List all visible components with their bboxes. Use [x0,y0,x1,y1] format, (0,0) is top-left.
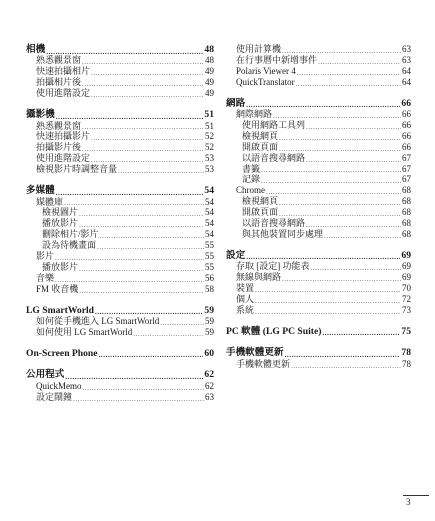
toc-entry-page: 62 [204,369,214,381]
toc-entry-title: 播放影片 [42,261,79,272]
toc-entry-page: 68 [402,185,411,196]
section-gap [226,240,411,250]
dot-leader [306,123,401,131]
toc-entry-page: 54 [204,185,214,197]
section-gap [26,175,214,185]
toc-entry[interactable] [226,66,411,77]
toc-entry[interactable] [26,392,214,403]
dot-leader [91,134,204,142]
toc-entry-page: 70 [402,283,411,294]
dot-leader [306,221,401,229]
toc-entry-page: 59 [205,326,214,337]
section-gap [26,99,214,109]
toc-entry-title: 設定鬧鐘 [36,391,73,402]
toc-entry-title: 拍攝相片後 [36,77,82,88]
toc-entry-page: 51 [204,109,214,121]
toc-entry-page: 67 [402,163,411,174]
dot-leader [118,167,204,175]
toc-entry[interactable] [26,131,214,142]
dot-leader [255,286,401,294]
toc-entry-page: 48 [205,55,214,66]
dot-leader [282,275,401,283]
dot-leader [73,395,204,403]
dot-leader [297,69,401,77]
toc-entry-title: 以語音搜尋網路 [242,217,306,228]
toc-entry[interactable] [26,284,214,295]
toc-section-heading[interactable] [226,98,411,110]
dot-leader [79,210,204,218]
toc-entry-title: 熟悉觀景窗 [36,55,82,66]
toc-entry[interactable] [26,381,214,392]
toc-entry[interactable] [226,229,411,240]
toc-entry-page: 54 [205,229,214,240]
toc-entry-title: On-Screen Phone [26,347,98,359]
dot-leader [82,80,204,88]
toc-entry[interactable] [226,55,411,66]
toc-entry-page: 68 [402,207,411,218]
toc-entry-page: 63 [402,54,411,65]
dot-leader [65,373,203,381]
toc-entry-title: 系統 [236,304,255,315]
toc-entry-page: 53 [205,153,214,164]
toc-entry-page: 64 [402,65,411,76]
toc-entry-page: 67 [402,174,411,185]
toc-entry-title: 多媒體 [26,185,55,197]
toc-entry-title: 刪除相片/影片 [42,229,99,240]
dot-leader [99,351,204,359]
toc-entry-page: 52 [205,131,214,142]
dot-leader [273,112,401,120]
dot-leader [279,199,401,207]
dot-leader [279,210,401,218]
toc-entry-page: 69 [402,272,411,283]
toc-entry-title: PC 軟體 (LG PC Suite) [226,325,322,337]
toc-section-heading[interactable] [26,305,214,317]
dot-leader [306,156,401,164]
dot-leader [82,123,204,131]
toc-entry-page: 69 [402,261,411,272]
toc-entry-page: 49 [205,66,214,77]
dot-leader [279,145,401,153]
toc-entry-title: 個人 [236,293,255,304]
toc-entry-page: 69 [401,249,411,261]
dot-leader [266,188,401,196]
toc-entry-page: 68 [402,217,411,228]
section-gap [26,295,214,305]
toc-entry[interactable] [226,174,411,185]
dot-leader [255,308,401,316]
toc-entry-page: 51 [205,120,214,131]
toc-entry-page: 66 [402,130,411,141]
toc-entry-page: 54 [205,196,214,207]
toc-entry-page: 68 [402,196,411,207]
toc-entry-title: 裝置 [236,283,255,294]
toc-entry-title: 媒體庫 [36,196,64,207]
toc-entry-title: 記錄 [242,174,261,185]
dot-leader [279,134,401,142]
toc-entry-page: 55 [205,240,214,251]
dot-leader [97,243,204,251]
toc-entry[interactable] [226,131,411,142]
toc-section-heading[interactable] [26,185,214,197]
toc-entry-title: 無線與網路 [236,272,282,283]
toc-entry-page: 73 [402,304,411,315]
toc-entry-page: 78 [401,347,411,359]
dot-leader [261,166,401,174]
toc-entry[interactable] [26,88,214,99]
toc-entry-title: 快速拍攝影片 [36,131,91,142]
dot-leader [79,265,204,273]
toc-entry-page: 64 [402,76,411,87]
toc-entry-title: 網路 [226,97,246,109]
toc-entry-page: 63 [402,43,411,54]
toc-entry[interactable] [226,185,411,196]
toc-entry-page: 54 [205,207,214,218]
toc-entry-page: 59 [204,304,214,316]
toc-section-heading[interactable] [226,250,411,262]
toc-section-heading[interactable] [226,347,411,359]
dot-leader [82,58,204,66]
toc-entry-title: 手機軟體更新 [226,347,284,359]
toc-entry-page: 52 [205,142,214,153]
toc-entry-page: 62 [205,380,214,391]
toc-entry-title: 檢視網頁 [242,196,279,207]
toc-entry-page: 68 [402,228,411,239]
toc-entry[interactable] [26,229,214,240]
toc-section-heading[interactable] [26,348,214,360]
toc-entry-page: 54 [205,218,214,229]
toc-entry-title: QuickTranslator [236,76,295,87]
toc-entry-title: 使用進階設定 [36,153,91,164]
dot-leader [160,319,204,327]
toc-entry[interactable] [26,66,214,77]
toc-entry-title: 檢視影片時調整音量 [36,164,118,175]
dot-leader [285,351,401,359]
dot-leader [56,113,204,121]
toc-entry-title: 使用計算機 [236,43,282,54]
toc-entry[interactable] [26,121,214,132]
dot-leader [79,287,204,295]
toc-entry-title: 開啟頁面 [242,207,279,218]
toc-section-heading[interactable] [26,109,214,121]
toc-entry[interactable] [26,153,214,164]
page-number: 3 [406,497,411,507]
toc-entry-title: 與其他裝置同步處理 [242,228,324,239]
toc-entry[interactable] [26,218,214,229]
toc-entry-page: 60 [204,347,214,359]
dot-leader [282,47,401,55]
dot-leader [261,177,401,185]
dot-leader [100,232,204,240]
toc-entry[interactable] [26,142,214,153]
toc-entry-page: 55 [205,250,214,261]
toc-entry-page: 59 [205,316,214,327]
dot-leader [83,384,205,392]
toc-entry[interactable] [26,240,214,251]
toc-entry-title: 設定 [226,249,246,261]
toc-entry-page: 66 [402,141,411,152]
toc-entry[interactable] [26,197,214,208]
toc-entry-title: 熟悉觀景窗 [36,120,82,131]
toc-entry-page: 56 [205,272,214,283]
dot-leader [246,101,400,109]
dot-leader [311,264,402,272]
toc-entry-title: 檢視網頁 [242,130,279,141]
toc-entry[interactable] [226,359,411,370]
toc-entry[interactable] [26,316,214,327]
dot-leader [324,232,401,240]
toc-entry-title: 以語音搜尋網路 [242,152,306,163]
toc-entry[interactable] [226,153,411,164]
dot-leader [55,254,204,262]
section-gap [26,359,214,369]
toc-entry-page: 78 [402,358,411,369]
toc-entry[interactable] [226,294,411,305]
dot-leader [91,69,204,77]
toc-entry[interactable] [226,272,411,283]
toc-entry[interactable] [226,164,411,175]
section-gap [26,338,214,348]
dot-leader [296,80,401,88]
toc-entry-title: 相機 [26,44,46,55]
toc-entry-title: 快速拍攝相片 [36,66,91,77]
toc-entry-page: 67 [402,152,411,163]
dot-leader [91,156,204,164]
toc-entry-title: 存取 [設定] 功能表 [236,261,310,272]
toc-entry-title: 設為待機畫面 [42,240,97,251]
toc-entry[interactable] [226,77,411,88]
toc-left-column [26,44,214,403]
toc-section-heading[interactable] [26,369,214,381]
toc-entry[interactable] [26,273,214,284]
toc-entry[interactable] [226,120,411,131]
toc-section-heading[interactable] [226,326,411,338]
toc-entry-page: 49 [205,88,214,99]
dot-leader [255,297,401,305]
toc-entry-title: Chrome [236,185,265,196]
toc-entry-title: 拍攝影片後 [36,142,82,153]
toc-entry-title: 使用網路工具列 [242,119,306,130]
toc-entry[interactable] [226,218,411,229]
toc-entry[interactable] [226,109,411,120]
toc-entry-title: 公用程式 [26,369,65,381]
toc-entry-title: 手機軟體更新 [236,358,291,369]
toc-entry-title: 音樂 [36,272,55,283]
toc-entry[interactable] [26,207,214,218]
toc-entry-title: FM 收音機 [36,283,79,294]
toc-entry-title: 在行事曆中新增事件 [236,54,318,65]
toc-entry-page: 66 [402,119,411,130]
toc-section-heading[interactable] [26,44,214,56]
toc-entry[interactable] [26,56,214,67]
dot-leader [133,330,204,338]
dot-leader [318,58,401,66]
toc-entry-page: 66 [401,97,411,109]
toc-entry[interactable] [226,305,411,316]
toc-entry-title: 網際網路 [236,109,273,120]
toc-entry-title: Polaris Viewer 4 [236,65,296,76]
toc-entry-title: LG SmartWorld [26,304,94,316]
dot-leader [79,221,204,229]
toc-entry-page: 58 [205,283,214,294]
toc-entry[interactable] [26,251,214,262]
dot-leader [91,91,204,99]
dot-leader [55,276,204,284]
page-number-rule [403,495,429,496]
toc-entry[interactable] [26,164,214,175]
toc-right-column [226,44,411,370]
toc-entry-page: 75 [401,325,411,337]
toc-entry[interactable] [226,283,411,294]
dot-leader [322,329,400,337]
toc-entry[interactable] [226,261,411,272]
toc-entry-title: 檢視圖片 [42,207,79,218]
section-gap [226,88,411,98]
toc-entry-title: QuickMemo [36,380,82,391]
toc-entry[interactable] [226,196,411,207]
toc-entry-page: 55 [205,261,214,272]
toc-entry-title: 使用進階設定 [36,88,91,99]
toc-entry-title: 書籤 [242,163,261,174]
toc-entry[interactable] [226,207,411,218]
toc-entry-title: 如何從手機進入 LG SmartWorld [36,316,160,327]
section-gap [226,316,411,326]
toc-entry[interactable] [226,44,411,55]
toc-entry-page: 49 [205,77,214,88]
toc-entry-title: 攝影機 [26,109,55,121]
toc-entry[interactable] [26,77,214,88]
dot-leader [291,362,401,370]
dot-leader [95,308,203,316]
toc-entry-page: 48 [204,44,214,55]
toc-entry-title: 如何使用 LG SmartWorld [36,326,133,337]
toc-entry-title: 開啟頁面 [242,141,279,152]
toc-entry[interactable] [226,142,411,153]
toc-entry-page: 66 [402,109,411,120]
dot-leader [56,189,204,197]
toc-entry[interactable] [26,327,214,338]
toc-entry[interactable] [26,262,214,273]
dot-leader [82,145,204,153]
toc-entry-page: 53 [205,164,214,175]
toc-entry-page: 72 [402,293,411,304]
section-gap [226,337,411,347]
dot-leader [64,199,204,207]
toc-entry-title: 播放影片 [42,218,79,229]
toc-entry-page: 63 [205,391,214,402]
toc-entry-title: 影片 [36,250,55,261]
